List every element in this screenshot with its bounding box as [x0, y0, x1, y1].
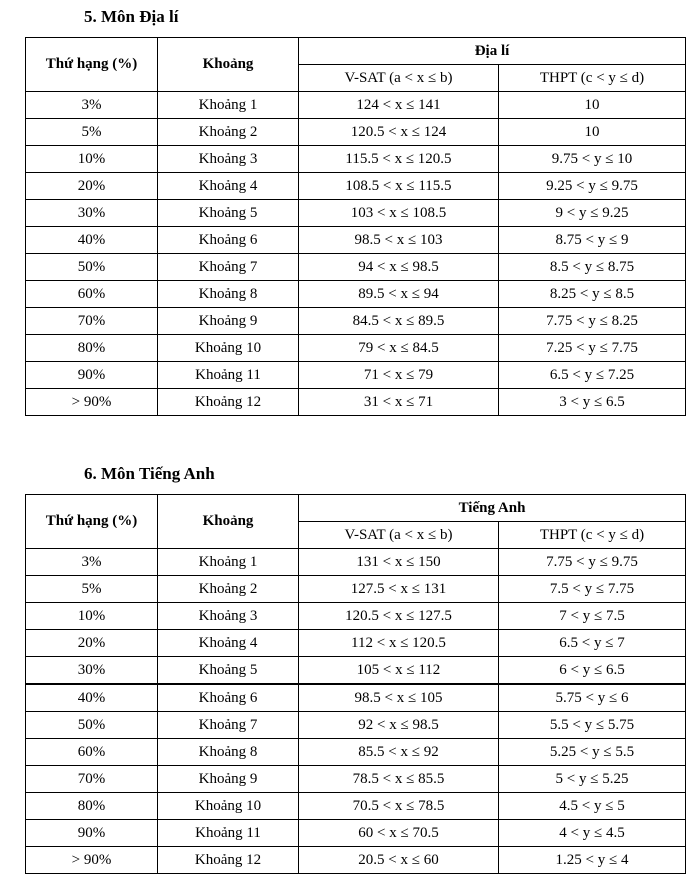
cell-vsat: 60 < x ≤ 70.5 — [299, 820, 499, 847]
cell-rank: 80% — [26, 793, 158, 820]
cell-rank: 5% — [26, 576, 158, 603]
cell-vsat: 103 < x ≤ 108.5 — [299, 200, 499, 227]
header-thpt: THPT (c < y ≤ d) — [499, 522, 686, 549]
table-row — [26, 630, 686, 657]
cell-range: Khoảng 6 — [158, 684, 299, 712]
cell-thpt: 7.75 < y ≤ 8.25 — [499, 308, 686, 335]
table-row — [26, 793, 686, 820]
table-row — [26, 200, 686, 227]
cell-rank: 60% — [26, 281, 158, 308]
cell-vsat: 78.5 < x ≤ 85.5 — [299, 766, 499, 793]
cell-vsat: 98.5 < x ≤ 103 — [299, 227, 499, 254]
cell-range: Khoảng 10 — [158, 335, 299, 362]
header-subject: Tiếng Anh — [299, 495, 686, 522]
cell-vsat: 124 < x ≤ 141 — [299, 92, 499, 119]
table-row — [26, 92, 686, 119]
cell-rank: 20% — [26, 173, 158, 200]
table-row — [26, 362, 686, 389]
table-row — [26, 684, 686, 712]
cell-range: Khoảng 1 — [158, 549, 299, 576]
cell-range: Khoảng 11 — [158, 820, 299, 847]
cell-range: Khoảng 5 — [158, 657, 299, 685]
cell-vsat: 131 < x ≤ 150 — [299, 549, 499, 576]
table-row — [26, 119, 686, 146]
score-table-geography — [25, 37, 686, 416]
table-body — [26, 549, 686, 874]
cell-range: Khoảng 7 — [158, 254, 299, 281]
cell-rank: 60% — [26, 739, 158, 766]
cell-thpt: 7.75 < y ≤ 9.75 — [499, 549, 686, 576]
section-title-english: 6. Môn Tiếng Anh — [84, 464, 215, 483]
section-title-geography: 5. Môn Địa lí — [84, 7, 179, 26]
cell-thpt: 1.25 < y ≤ 4 — [499, 847, 686, 874]
header-rank: Thứ hạng (%) — [26, 38, 158, 92]
header-range: Khoảng — [158, 38, 299, 92]
cell-vsat: 127.5 < x ≤ 131 — [299, 576, 499, 603]
table-row — [26, 227, 686, 254]
score-table-english — [25, 494, 686, 874]
cell-thpt: 6.5 < y ≤ 7 — [499, 630, 686, 657]
cell-range: Khoảng 2 — [158, 576, 299, 603]
cell-vsat: 120.5 < x ≤ 127.5 — [299, 603, 499, 630]
cell-rank: 5% — [26, 119, 158, 146]
cell-range: Khoảng 11 — [158, 362, 299, 389]
cell-thpt: 10 — [499, 119, 686, 146]
cell-vsat: 31 < x ≤ 71 — [299, 389, 499, 416]
cell-range: Khoảng 12 — [158, 389, 299, 416]
cell-vsat: 112 < x ≤ 120.5 — [299, 630, 499, 657]
table-row — [26, 576, 686, 603]
cell-vsat: 94 < x ≤ 98.5 — [299, 254, 499, 281]
cell-rank: 50% — [26, 712, 158, 739]
table-row — [26, 146, 686, 173]
cell-range: Khoảng 10 — [158, 793, 299, 820]
cell-vsat: 70.5 < x ≤ 78.5 — [299, 793, 499, 820]
cell-vsat: 79 < x ≤ 84.5 — [299, 335, 499, 362]
cell-range: Khoảng 6 — [158, 227, 299, 254]
cell-vsat: 20.5 < x ≤ 60 — [299, 847, 499, 874]
cell-thpt: 10 — [499, 92, 686, 119]
cell-vsat: 120.5 < x ≤ 124 — [299, 119, 499, 146]
cell-range: Khoảng 4 — [158, 630, 299, 657]
cell-thpt: 5.75 < y ≤ 6 — [499, 684, 686, 712]
cell-rank: 70% — [26, 308, 158, 335]
cell-vsat: 71 < x ≤ 79 — [299, 362, 499, 389]
cell-range: Khoảng 2 — [158, 119, 299, 146]
cell-thpt: 6.5 < y ≤ 7.25 — [499, 362, 686, 389]
cell-vsat: 105 < x ≤ 112 — [299, 657, 499, 685]
cell-rank: 90% — [26, 820, 158, 847]
table-row — [26, 308, 686, 335]
table-row — [26, 820, 686, 847]
header-vsat: V-SAT (a < x ≤ b) — [299, 65, 499, 92]
cell-thpt: 9.75 < y ≤ 10 — [499, 146, 686, 173]
cell-rank: > 90% — [26, 847, 158, 874]
cell-range: Khoảng 3 — [158, 146, 299, 173]
cell-rank: 10% — [26, 146, 158, 173]
header-thpt: THPT (c < y ≤ d) — [499, 65, 686, 92]
table-row — [26, 254, 686, 281]
cell-rank: 3% — [26, 92, 158, 119]
cell-range: Khoảng 9 — [158, 766, 299, 793]
table-row — [26, 389, 686, 416]
table-row — [26, 766, 686, 793]
cell-thpt: 6 < y ≤ 6.5 — [499, 657, 686, 685]
header-vsat: V-SAT (a < x ≤ b) — [299, 522, 499, 549]
cell-rank: > 90% — [26, 389, 158, 416]
cell-thpt: 4.5 < y ≤ 5 — [499, 793, 686, 820]
cell-rank: 50% — [26, 254, 158, 281]
cell-range: Khoảng 8 — [158, 739, 299, 766]
cell-rank: 90% — [26, 362, 158, 389]
cell-thpt: 5.25 < y ≤ 5.5 — [499, 739, 686, 766]
table-row — [26, 603, 686, 630]
cell-vsat: 115.5 < x ≤ 120.5 — [299, 146, 499, 173]
cell-thpt: 5 < y ≤ 5.25 — [499, 766, 686, 793]
cell-thpt: 4 < y ≤ 4.5 — [499, 820, 686, 847]
table-row — [26, 712, 686, 739]
cell-rank: 40% — [26, 227, 158, 254]
table-body — [26, 92, 686, 416]
cell-thpt: 3 < y ≤ 6.5 — [499, 389, 686, 416]
cell-range: Khoảng 4 — [158, 173, 299, 200]
cell-rank: 40% — [26, 684, 158, 712]
cell-range: Khoảng 3 — [158, 603, 299, 630]
table-row — [26, 847, 686, 874]
cell-thpt: 8.25 < y ≤ 8.5 — [499, 281, 686, 308]
cell-thpt: 7.25 < y ≤ 7.75 — [499, 335, 686, 362]
cell-range: Khoảng 5 — [158, 200, 299, 227]
table-row — [26, 335, 686, 362]
cell-thpt: 5.5 < y ≤ 5.75 — [499, 712, 686, 739]
cell-thpt: 7.5 < y ≤ 7.75 — [499, 576, 686, 603]
cell-thpt: 8.75 < y ≤ 9 — [499, 227, 686, 254]
cell-thpt: 8.5 < y ≤ 8.75 — [499, 254, 686, 281]
header-range: Khoảng — [158, 495, 299, 549]
header-subject: Địa lí — [299, 38, 686, 65]
cell-rank: 3% — [26, 549, 158, 576]
header-rank: Thứ hạng (%) — [26, 495, 158, 549]
cell-vsat: 85.5 < x ≤ 92 — [299, 739, 499, 766]
cell-range: Khoảng 7 — [158, 712, 299, 739]
cell-rank: 70% — [26, 766, 158, 793]
cell-rank: 30% — [26, 657, 158, 685]
cell-thpt: 9.25 < y ≤ 9.75 — [499, 173, 686, 200]
cell-rank: 20% — [26, 630, 158, 657]
cell-vsat: 98.5 < x ≤ 105 — [299, 684, 499, 712]
table-row — [26, 657, 686, 685]
table-row — [26, 739, 686, 766]
cell-thpt: 7 < y ≤ 7.5 — [499, 603, 686, 630]
table-row — [26, 549, 686, 576]
cell-rank: 80% — [26, 335, 158, 362]
cell-rank: 30% — [26, 200, 158, 227]
cell-vsat: 84.5 < x ≤ 89.5 — [299, 308, 499, 335]
cell-range: Khoảng 12 — [158, 847, 299, 874]
cell-range: Khoảng 8 — [158, 281, 299, 308]
cell-rank: 10% — [26, 603, 158, 630]
cell-vsat: 108.5 < x ≤ 115.5 — [299, 173, 499, 200]
table-row — [26, 173, 686, 200]
cell-vsat: 89.5 < x ≤ 94 — [299, 281, 499, 308]
cell-thpt: 9 < y ≤ 9.25 — [499, 200, 686, 227]
table-row — [26, 281, 686, 308]
cell-range: Khoảng 1 — [158, 92, 299, 119]
cell-range: Khoảng 9 — [158, 308, 299, 335]
cell-vsat: 92 < x ≤ 98.5 — [299, 712, 499, 739]
